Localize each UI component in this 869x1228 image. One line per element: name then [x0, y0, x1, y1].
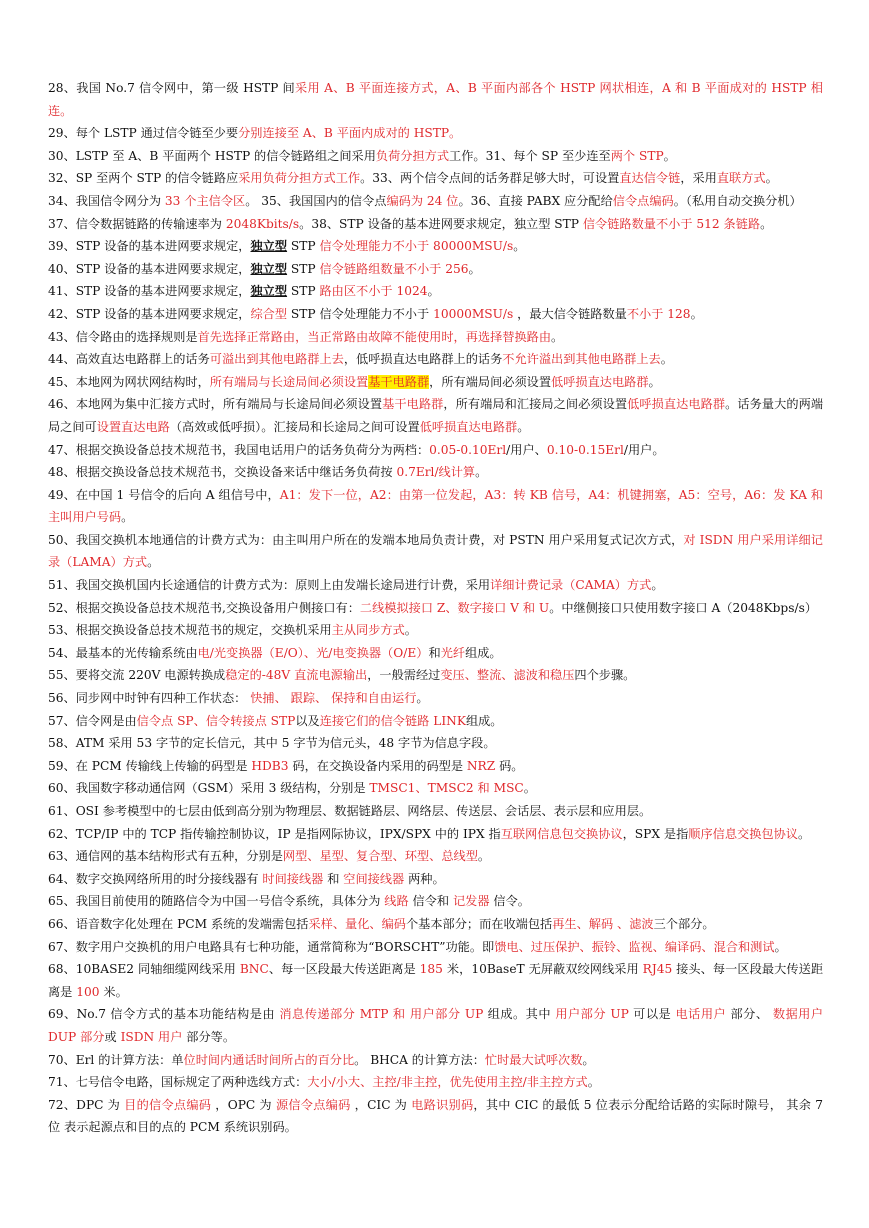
emphasis-text: 基干电路群: [382, 397, 444, 412]
emphasis-text: 低呼损直达电路群: [419, 419, 518, 434]
paragraph-66: [48, 1071, 823, 1094]
paragraph-63: [48, 958, 823, 1003]
paragraph-40: [48, 371, 823, 394]
emphasis-text: 大小/小大、主控/非主控，优先使用主控/非主控方式: [307, 1075, 588, 1090]
emphasis-text: 10000MSU/s: [433, 306, 514, 321]
body-text: ，其中 CIC 的最低 5 位表示分配给话路的实际时隙号， 其余 7 位 表示起源点和目的点的 PCM 系统识别码。: [48, 1097, 824, 1135]
body-text: 54、最基本的光传输系统由: [48, 645, 198, 660]
body-text: STP: [287, 239, 320, 254]
emphasis-text: BNC: [239, 962, 269, 977]
body-text: 63、通信网的基本结构形式有五种，分别是: [48, 849, 283, 864]
emphasis-text: 目的信令点编码: [124, 1097, 212, 1112]
body-text: 以及: [295, 713, 320, 728]
body-text: 34、我国信令网分为: [48, 193, 165, 208]
emphasis-text: 综合型: [250, 306, 288, 321]
emphasis-text: 时间接线器: [262, 871, 324, 886]
body-text: 或: [104, 1029, 121, 1044]
paragraph-58: [48, 845, 823, 868]
body-text: 64、数字交换网络所用的时分接线器有: [48, 871, 263, 886]
body-text: 58、ATM 采用 53 字节的定长信元，其中 5 字节为信元头，48 字节为信息字段。: [48, 736, 496, 751]
body-text: ，采用: [680, 171, 717, 186]
paragraph-28: [48, 77, 823, 122]
emphasis-text: 低呼损直达电路群: [627, 397, 726, 412]
body-text: 42、STP 设备的基本进网要求规定，: [48, 306, 251, 321]
emphasis-text: 网型、星型、复合型、环型、总线型: [282, 849, 478, 864]
paragraph-54: [48, 755, 823, 778]
body-text: 、每一区段最大传送距离是: [268, 962, 420, 977]
paragraph-29: [48, 122, 823, 145]
emphasis-text: 忙时最大试呼次数: [484, 1052, 583, 1067]
body-text: 66、语音数字化处理在 PCM 系统的发端需包括: [48, 916, 309, 931]
body-text: 。: [477, 849, 491, 864]
body-text: 。: [427, 284, 440, 299]
emphasis-text: 光纤: [440, 645, 466, 660]
body-text: ，最大信令链路数量: [513, 306, 627, 321]
body-text: 28、我国 No.7 信令网中，第一级 HSTP 间: [48, 81, 296, 95]
emphasis-text: 位时间内通话时间所占的百分比: [183, 1052, 355, 1067]
body-text: 50、我国交换机本地通信的计费方式为：由主叫用户所在的发端本地局负责计费，对 PSTN 用户采用复式记次方式，: [48, 532, 684, 547]
body-text: 。: [765, 171, 778, 186]
emphasis-text: 可溢出到其他电路群上去: [209, 352, 344, 367]
body-text: 67、数字用户交换机的用户电路具有七种功能，通常简称为“BORSCHT”功能。即: [48, 939, 495, 954]
emphasis-text: A1：发下一位，A2：由第一位发起，A3：转 KB 信号，A4：机键拥塞，A5：空号，A6：发 KA 和主叫用户号码: [48, 487, 823, 525]
emphasis-text: 185: [419, 962, 443, 977]
paragraph-60: [48, 890, 823, 913]
body-text: 。: [760, 216, 773, 231]
emphasis-text: 0.05-0.10Erl: [429, 442, 507, 457]
paragraph-52: [48, 710, 823, 733]
emphasis-text: 互联网信息包交换协议: [500, 826, 623, 841]
body-text: ，一般需经过: [367, 668, 441, 683]
body-text: /用户、: [506, 442, 547, 457]
emphasis-text: 连接它们的信令链路 LINK: [319, 713, 466, 728]
body-text: ，SPX 是指: [622, 826, 689, 841]
body-text: 45、本地网为网状网结构时，: [48, 374, 210, 389]
body-text: 72、DPC 为: [48, 1097, 125, 1112]
paragraph-67: [48, 1094, 823, 1139]
body-text: ，所有端局间必须设置: [429, 374, 552, 389]
body-text: 。36、直接 PABX 应分配给: [458, 193, 613, 208]
paragraph-44: [48, 484, 823, 529]
body-text: 68、10BASE2 同轴细缆网线采用: [48, 962, 240, 977]
emphasis-text: 数据用户 DUP 部分: [48, 1007, 824, 1044]
body-text: 。: [651, 578, 664, 593]
body-text: 。: [468, 261, 481, 276]
body-text: 。 35、我国国内的信令点: [245, 193, 387, 208]
body-text: 信令。: [489, 894, 530, 909]
emphasis-text: 二线模拟接口 Z、数字接口 V 和 U: [359, 600, 550, 615]
emphasis-text: 采用负荷分担方式工作: [238, 171, 361, 186]
paragraph-57: [48, 823, 823, 846]
paragraph-32: [48, 190, 823, 213]
body-text: 两种。: [404, 871, 445, 886]
body-text: 43、信令路由的选择规则是: [48, 329, 198, 344]
body-text: 47、根据交换设备总技术规范书，我国电话用户的话务负荷分为两档：: [48, 442, 430, 457]
body-text: （高效或低呼损）。汇接局和长途局之间可设置: [169, 419, 420, 434]
body-text: 。: [523, 781, 536, 796]
body-text: 61、OSI 参考模型中的七层由低到高分别为物理层、数据链路层、网络层、传送层、会话层、表示层和应用层。: [48, 804, 652, 818]
body-text: 69、No.7 信令方式的基本功能结构是由: [48, 1007, 280, 1022]
body-text: 。: [690, 306, 703, 321]
emphasis-text: ISDN 用户: [120, 1029, 183, 1044]
body-text: 30、LSTP 至 A、B 平面两个 HSTP 的信令链路组之间采用: [48, 148, 376, 163]
emphasis-text: 顺序信息交换包协议: [688, 826, 798, 841]
emphasis-text: 稳定的-48V 直流电源输出: [225, 668, 368, 683]
body-text: 。: [517, 419, 530, 434]
emphasis-text: 信令处理能力不小于 80000MSU/s: [319, 239, 514, 254]
paragraph-50: [48, 664, 823, 687]
body-text: 。: [551, 329, 564, 344]
body-text: 29、每个 LSTP 通过信令链至少要: [48, 126, 239, 141]
body-text: 65、我国目前使用的随路信令为中国一号信令系统，具体分为: [48, 894, 385, 909]
emphasis-text: 0.10-0.15Erl: [546, 442, 624, 457]
body-text: 55、要将交流 220V 电源转换成: [48, 668, 226, 683]
body-text: 四个步骤。: [574, 668, 636, 683]
document-body: [48, 77, 823, 1139]
body-text: 71、七号信令电路，国标规定了两种选线方式：: [48, 1075, 308, 1090]
emphasis-text: NRZ: [466, 758, 496, 773]
paragraph-41: [48, 393, 823, 438]
body-text: 48、根据交换设备总技术规范书，交换设备来话中继话务负荷按: [48, 465, 397, 480]
emphasis-text: 电话用户: [675, 1007, 727, 1022]
emphasis-text: 所有端局与长途局间必须设置: [209, 374, 369, 389]
emphasis-text: 变压、整流、滤波和稳压: [440, 668, 575, 683]
body-text: 码，在交换设备内采用的码型是: [288, 758, 467, 773]
paragraph-34: [48, 235, 823, 258]
bold-term: 独立型: [250, 239, 288, 254]
emphasis-text: 负荷分担方式: [375, 148, 450, 163]
emphasis-text: 电路识别码: [411, 1097, 474, 1112]
emphasis-text: 100: [76, 984, 100, 999]
paragraph-59: [48, 868, 823, 891]
paragraph-48: [48, 619, 823, 642]
body-text: 44、高效直达电路群上的话务: [48, 352, 210, 367]
body-text: STP: [287, 284, 320, 299]
body-text: 组成。: [465, 713, 503, 728]
body-text: ，低呼损直达电路群上的话务: [343, 352, 503, 367]
emphasis-text: 首先选择正常路由，当正常路由故障不能使用时，再选择替换路由: [197, 329, 552, 344]
emphasis-text: 编码为 24 位: [386, 193, 459, 208]
body-text: 37、信令数据链路的传输速率为: [48, 216, 226, 231]
body-text: 。: [121, 510, 134, 525]
body-text: 部分、: [726, 1007, 773, 1022]
paragraph-56: [48, 800, 823, 823]
body-text: 。: [416, 691, 429, 706]
body-text: 。33、两个信令点间的话务群足够大时，可设置: [360, 171, 620, 186]
body-text: 和: [323, 871, 344, 886]
body-text: 。（私用自动交换分机）: [673, 193, 802, 208]
body-text: 40、STP 设备的基本进网要求规定，: [48, 261, 251, 276]
body-text: STP: [287, 261, 320, 276]
body-text: 。: [582, 1052, 595, 1067]
paragraph-51: [48, 687, 823, 710]
body-text: 62、TCP/IP 中的 TCP 指传输控制协议，IP 是指网际协议，IPX/SPX 中的 IPX 指: [48, 826, 501, 841]
body-text: 码。: [495, 758, 524, 773]
body-text: 49、在中国 1 号信令的后向 A 组信号中，: [48, 487, 280, 502]
paragraph-45: [48, 529, 823, 574]
emphasis-text: 两个 STP: [610, 148, 664, 163]
emphasis-text: 信令点 SP、信令转接点 STP: [136, 713, 296, 728]
body-text: 。话务量大的两端局之间可: [48, 397, 824, 434]
body-text: 。: [147, 555, 160, 570]
emphasis-text: 采样、量化、编码: [308, 916, 406, 931]
emphasis-text: 详细计费记录（CAMA）方式: [490, 578, 652, 593]
emphasis-text: 再生、解码 、滤波: [552, 916, 654, 931]
body-text: 52、根据交换设备总技术规范书,交换设备用户侧接口有：: [48, 600, 360, 615]
body-text: ，CIC 为: [350, 1097, 412, 1112]
body-text: ，OPC 为: [211, 1097, 276, 1112]
emphasis-text: HDB3: [251, 758, 289, 773]
paragraph-38: [48, 326, 823, 349]
body-text: 41、STP 设备的基本进网要求规定，: [48, 284, 251, 299]
paragraph-39: [48, 348, 823, 371]
body-text: 70、Erl 的计算方法：单: [48, 1052, 184, 1067]
body-text: 。38、STP 设备的基本进网要求规定，独立型 STP: [299, 216, 583, 231]
body-text: 组成。其中: [483, 1007, 556, 1022]
body-text: 可以是: [628, 1007, 676, 1022]
body-text: 46、本地网为集中汇接方式时，所有端局与长途局间必须设置: [48, 397, 383, 412]
emphasis-text: 电/光变换器（E/O）、光/电变换器（O/E）: [197, 645, 429, 660]
body-text: /用户。: [623, 442, 665, 457]
emphasis-text: 直达信令链: [619, 171, 681, 186]
paragraph-49: [48, 642, 823, 665]
bold-term: 独立型: [250, 284, 288, 299]
emphasis-text: 用户部分 UP: [555, 1007, 629, 1022]
body-text: 工作。31、每个 SP 至少连至: [449, 148, 611, 163]
bold-term: 独立型: [250, 261, 288, 276]
paragraph-65: [48, 1049, 823, 1072]
emphasis-text: 空间接线器: [343, 871, 405, 886]
paragraph-30: [48, 145, 823, 168]
paragraph-42: [48, 439, 823, 462]
emphasis-text: 分别连接至 A、B 平面内成对的 HSTP。: [238, 126, 462, 141]
emphasis-text: 信令点编码: [612, 193, 674, 208]
body-text: 56、同步网中时钟有四种工作状态：: [48, 691, 251, 706]
paragraph-55: [48, 777, 823, 800]
body-text: 。: [587, 1075, 600, 1090]
paragraph-64: [48, 1003, 823, 1048]
emphasis-text: 主从同步方式: [331, 623, 405, 638]
emphasis-text: 低呼损直达电路群: [551, 374, 649, 389]
emphasis-text: 设置直达电路: [96, 419, 170, 434]
paragraph-47: [48, 597, 823, 620]
body-text: 39、STP 设备的基本进网要求规定，: [48, 239, 251, 254]
body-text: ，所有端局和汇接局之间必须设置: [443, 397, 628, 412]
paragraph-35: [48, 258, 823, 281]
body-text: 。: [797, 826, 811, 841]
body-text: STP 信令处理能力不小于: [287, 306, 434, 321]
paragraph-33: [48, 213, 823, 236]
emphasis-text: 馈电、过压保护、振铃、监视、编译码、混合和测试: [494, 939, 775, 954]
body-text: 部分等。: [182, 1029, 236, 1044]
body-text: 和: [428, 645, 441, 660]
emphasis-text: 源信令点编码: [275, 1097, 351, 1112]
body-text: 信令和: [408, 894, 453, 909]
body-text: 。: [404, 623, 417, 638]
emphasis-text: 采用 A、B 平面连接方式，A、B 平面内部各个 HSTP 网状相连，A 和 B 平面成对的 HSTP 相连。: [48, 81, 823, 118]
emphasis-text: 信令链路数量不小于 512 条链路: [582, 216, 761, 231]
emphasis-text: RJ45: [642, 962, 673, 977]
body-text: 接头、每一区段最大传送距离是: [48, 962, 824, 999]
body-text: 59、在 PCM 传输线上传输的码型是: [48, 758, 252, 773]
body-text: 57、信令网是由: [48, 713, 137, 728]
emphasis-text: 线路: [384, 894, 409, 909]
body-text: 。: [660, 352, 673, 367]
body-text: 60、我国数字移动通信网（GSM）采用 3 级结构，分别是: [48, 781, 370, 796]
body-text: 53、根据交换设备总技术规范书的规定，交换机采用: [48, 623, 332, 638]
body-text: 。: [774, 939, 787, 954]
body-text: 。 BHCA 的计算方法：: [354, 1052, 485, 1067]
paragraph-36: [48, 280, 823, 303]
body-text: 米，10BaseT 无屏蔽双绞网线采用: [442, 962, 643, 977]
emphasis-text: 记发器: [452, 894, 490, 909]
body-text: 。: [475, 465, 488, 480]
emphasis-text: 信令链路组数量不小于 256: [319, 261, 469, 276]
paragraph-53: [48, 732, 823, 755]
paragraph-62: [48, 936, 823, 959]
emphasis-text: TMSC1、TMSC2 和 MSC: [369, 781, 524, 796]
emphasis-text: 直联方式: [716, 171, 766, 186]
body-text: 米。: [99, 984, 128, 999]
paragraph-43: [48, 461, 823, 484]
emphasis-text: 不小于 128: [626, 306, 691, 321]
paragraph-37: [48, 303, 823, 326]
paragraph-61: [48, 913, 823, 936]
emphasis-text: 2048Kbits/s: [225, 216, 300, 231]
emphasis-text: 路由区不小于 1024: [319, 284, 428, 299]
body-text: 组成。: [465, 645, 502, 660]
body-text: 个基本部分；而在收端包括: [405, 916, 553, 931]
emphasis-text: 快捕、 跟踪、 保持和自由运行: [250, 691, 417, 706]
emphasis-text: 消息传递部分 MTP 和 用户部分 UP: [279, 1007, 484, 1022]
emphasis-text: 33 个主信令区: [164, 193, 246, 208]
body-text: 。: [648, 374, 661, 389]
paragraph-46: [48, 574, 823, 597]
body-text: 。: [513, 239, 526, 254]
body-text: 32、SP 至两个 STP 的信令链路应: [48, 171, 239, 186]
body-text: 51、我国交换机国内长途通信的计费方式为：原则上由发端长途局进行计费，采用: [48, 578, 491, 593]
emphasis-text: 对 ISDN 用户采用详细记录（LAMA）方式: [48, 532, 823, 570]
body-text: 。中继侧接口只使用数字接口 A（2048Kbps/s）: [549, 600, 818, 615]
emphasis-text: 0.7Erl/线计算: [396, 465, 476, 480]
paragraph-31: [48, 167, 823, 190]
emphasis-text: 不允许溢出到其他电路群上去: [502, 352, 661, 367]
body-text: 。: [663, 148, 676, 163]
highlighted-text: 基干电路群: [368, 374, 430, 389]
body-text: 三个部分。: [653, 916, 715, 931]
